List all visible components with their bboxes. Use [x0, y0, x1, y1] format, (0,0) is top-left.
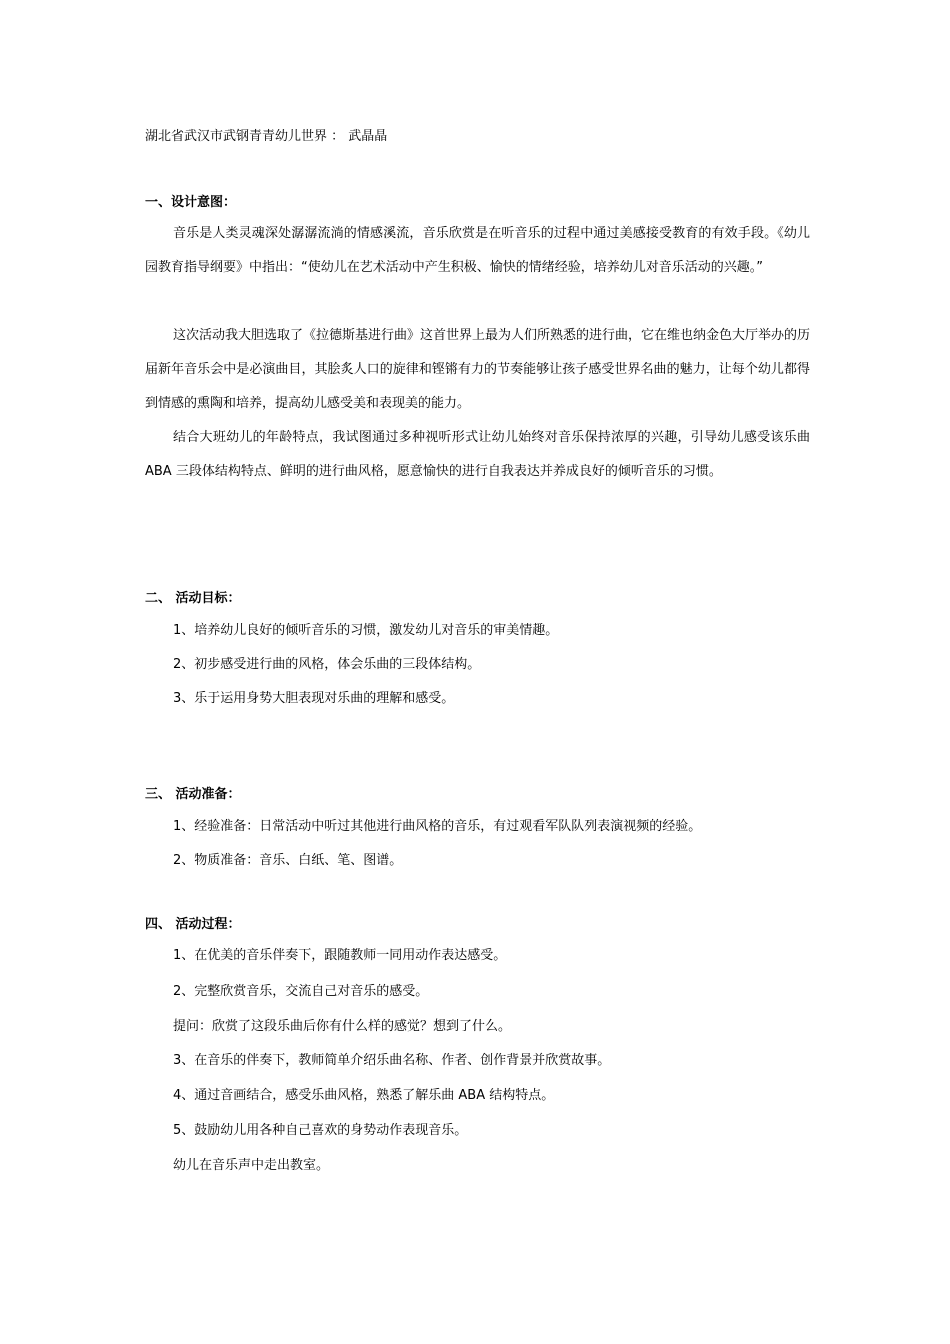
- section-heading-activity-preparation: 三、 活动准备：: [145, 787, 241, 802]
- list-item: 4、通过音画结合，感受乐曲风格，熟悉了解乐曲 ABA 结构特点。: [173, 1088, 555, 1103]
- list-item: 2、完整欣赏音乐，交流自己对音乐的感受。: [173, 984, 429, 999]
- paragraph: 音乐是人类灵魂深处潺潺流淌的情感溪流，音乐欣赏是在听音乐的过程中通过美感接受教育的有效手段。《幼儿园教育指导纲要》中指出：“使幼儿在艺术活动中产生积极、愉快的情绪经验，培养幼儿对音乐活动的兴趣。”: [145, 226, 810, 275]
- section-heading-activity-goals: 二、 活动目标：: [145, 591, 241, 606]
- list-item: 提问：欣赏了这段乐曲后你有什么样的感觉？想到了什么。: [173, 1019, 512, 1034]
- list-item: 1、在优美的音乐伴奏下，跟随教师一同用动作表达感受。: [173, 948, 507, 963]
- section-heading-activity-process: 四、 活动过程：: [145, 917, 241, 932]
- list-item: 5、鼓励幼儿用各种自己喜欢的身势动作表现音乐。: [173, 1123, 468, 1138]
- author-line: 湖北省武汉市武钢青青幼儿世界 ： 武晶晶: [145, 129, 388, 144]
- paragraph: 这次活动我大胆选取了《拉德斯基进行曲》这首世界上最为人们所熟悉的进行曲，它在维也纳金色大厅举办的历届新年音乐会中是必演曲目，其脍炙人口的旋律和铿锵有力的节奏能够让孩子感受世界名曲的魅力，让每个幼儿都得到情感的熏陶和培养，提高幼儿感受美和表现美的能力。: [145, 328, 811, 411]
- list-item: 3、在音乐的伴奏下，教师简单介绍乐曲名称、作者、创作背景并欣赏故事。: [173, 1053, 611, 1068]
- list-item: 1、培养幼儿良好的倾听音乐的习惯，激发幼儿对音乐的审美情趣。: [173, 623, 559, 638]
- paragraph: 结合大班幼儿的年龄特点，我试图通过多种视听形式让幼儿始终对音乐保持浓厚的兴趣，引导幼儿感受该乐曲 ABA 三段体结构特点、鲜明的进行曲风格，愿意愉快的进行自我表达并养成良好的倾听音乐的习惯。: [145, 430, 810, 479]
- list-item: 3、乐于运用身势大胆表现对乐曲的理解和感受。: [173, 691, 455, 706]
- list-item: 2、物质准备：音乐、白纸、笔、图谱。: [173, 853, 403, 868]
- list-item: 2、初步感受进行曲的风格，体会乐曲的三段体结构。: [173, 657, 481, 672]
- list-item: 幼儿在音乐声中走出教室。: [173, 1158, 330, 1173]
- list-item: 1、经验准备：日常活动中听过其他进行曲风格的音乐，有过观看军队队列表演视频的经验。: [173, 819, 702, 834]
- section-heading-design-intent: 一、设计意图：: [145, 195, 237, 210]
